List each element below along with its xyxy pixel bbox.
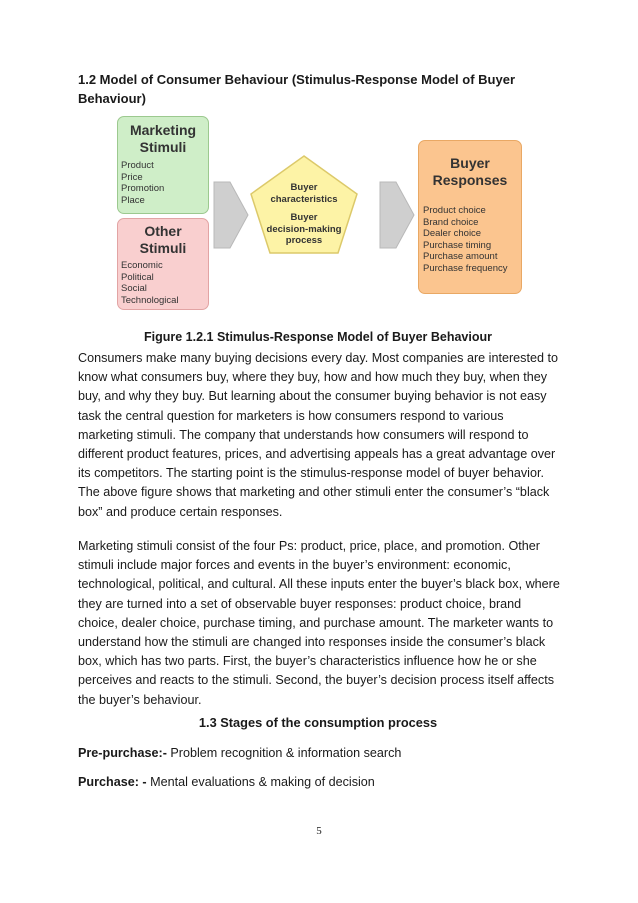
black-box-text [258, 182, 350, 247]
arrow-left-icon [214, 182, 248, 248]
paragraph-marketing-stimuli: Marketing stimuli consist of the four Ps: product, price, place, and promotion. Other stimuli include major forces and events in the buyer’s environment: economic, technological, political, and cultural. All these inputs enter the buyer’s black box, where they are turned into a set of observable buyer responses: product choice, brand choice, dealer choice, purchase timing, and purchase amount. The marketer wants to understand how the stimuli are changed into responses inside the consumer’s black box, which has two parts. First, the buyer’s characteristics influence how he or she perceives and reacts to the stimuli. Second, the buyer’s decision process itself affects the buyer’s behaviour. [78, 539, 560, 707]
other-stimuli-title [118, 223, 208, 257]
marketing-stimuli-box [117, 116, 209, 214]
stimulus-response-diagram [110, 112, 530, 317]
black-box-line2: characteristics [270, 193, 338, 205]
other-title-line1: Other [144, 223, 182, 239]
other-title-line2: Stimuli [139, 240, 187, 256]
list-item: Social [121, 283, 147, 295]
responses-title-line2: Responses [432, 172, 508, 188]
list-item: Promotion [121, 183, 165, 195]
page-number: 5 [316, 825, 322, 837]
list-item: Purchase amount [423, 251, 498, 263]
other-stimuli-box [117, 218, 209, 310]
stage-text: Problem recognition & information search [166, 746, 402, 760]
responses-title-line1: Buyer [450, 155, 490, 171]
list-item: Purchase frequency [423, 262, 508, 274]
black-box-line4: decision-making [266, 223, 342, 235]
figure-caption: Figure 1.2.1 Stimulus-Response Model of Buyer Behaviour [144, 330, 492, 344]
list-item: Purchase timing [423, 239, 492, 251]
stage-label: Purchase: - [78, 775, 147, 789]
black-box-line5: process [285, 235, 323, 246]
buyer-responses-list [423, 205, 521, 275]
marketing-stimuli-list [121, 160, 208, 206]
list-item: Dealer choice [423, 228, 482, 240]
stage-text: Mental evaluations & making of decision [146, 775, 375, 789]
arrow-right-icon [380, 182, 414, 248]
marketing-title-line1: Marketing [129, 122, 197, 138]
list-item: Place [121, 194, 145, 206]
paragraph-consumer-decisions: Consumers make many buying decisions every day. Most companies are interested to know what consumers buy, where they buy, how and how much they buy, when they buy, and why they buy. But learning about the consumer buying behavior is not easy task the central question for marketers is how consumers respond to various marketing stimuli. The company that understands how consumers will respond to different product features, prices, and advertising appeals has a great advantage over its competitors. The starting point is the stimulus-response model of buyer behavior. The above figure shows that marketing and other stimuli enter the consumer’s “black box” and produce certain responses. [78, 351, 558, 519]
section-heading-1-2: 1.2 Model of Consumer Behaviour (Stimulus-Response Model of Buyer Behaviour) [78, 72, 516, 106]
list-item: Technological [121, 294, 179, 306]
stage-purchase [78, 774, 558, 791]
black-box-line1: Buyer [290, 182, 318, 193]
list-item: Brand choice [423, 216, 479, 228]
other-stimuli-list [121, 260, 208, 306]
section-heading-1-3: 1.3 Stages of the consumption process [198, 715, 438, 730]
marketing-stimuli-title [118, 122, 208, 156]
list-item: Product [121, 160, 154, 171]
buyer-responses-title [419, 155, 521, 189]
buyer-responses-box [418, 140, 522, 294]
list-item: Political [121, 271, 154, 283]
list-item: Price [121, 171, 143, 183]
black-box-line3: Buyer [290, 212, 318, 223]
marketing-title-line2: Stimuli [139, 139, 187, 155]
stage-label: Pre-purchase:- [78, 746, 167, 760]
list-item: Economic [121, 260, 163, 271]
stage-pre-purchase [78, 745, 558, 762]
list-item: Product choice [423, 205, 486, 216]
